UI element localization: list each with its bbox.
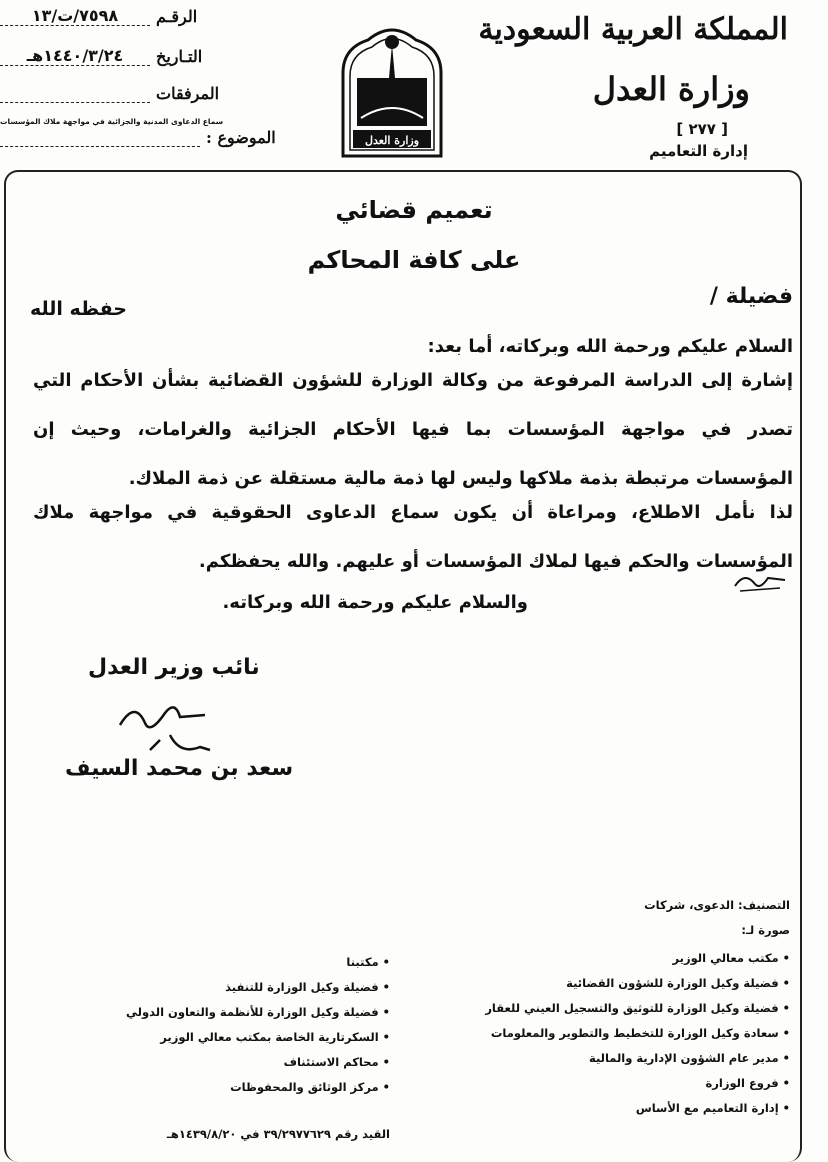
list-item: • مكتبنا [90,950,390,975]
date-label: التـاريخ [156,47,203,66]
circular-title: تعميم قضائي [335,196,493,224]
number-label: الرقـم [156,7,198,26]
list-item: • مدير عام الشؤون الإدارية والمالية [430,1046,790,1071]
list-item: • فروع الوزارة [430,1071,790,1096]
greeting: السلام عليكم ورحمة الله وبركاته، أما بعد: [427,336,793,357]
meta-date [0,46,202,66]
ministry-emblem [333,18,451,158]
list-item: • سعادة وكيل الوزارة للتخطيط والتطوير والمعلومات [430,1021,790,1046]
emblem-caption: وزارة العدل [364,134,420,147]
emblem-icon [333,18,451,158]
list-item: • فضيلة وكيل الوزارة للتوثيق والتسجيل العيني للعقار [430,996,790,1021]
circular-audience: على كافة المحاكم [307,246,521,274]
meta-number [0,6,197,26]
paragraph-2: لذا نأمل الاطلاع، ومراعاة أن يكون سماع الدعاوى الحقوقية في مواجهة ملاك المؤسسات والحكم فيها لملاك المؤسسات أو عليهم. والله يحفظكم. [33,502,793,572]
subject-line [0,128,200,147]
number-value: ٧٥٩٨/ت/١٣ [0,6,150,26]
attachments-value [0,84,150,103]
date-value: ١٤٤٠/٣/٢٤هـ [0,46,150,66]
subject-label: الموضوع : [206,128,276,147]
kingdom-name: المملكة العربية السعودية [478,12,788,47]
list-item: • فضيلة وكيل الوزارة للتنفيذ [90,975,390,1000]
department-name: إدارة التعاميم [649,142,748,160]
copies-right-list [430,946,790,1121]
list-item: • إدارة التعاميم مع الأساس [430,1096,790,1121]
list-item: • فضيلة وكيل الوزارة للأنظمة والتعاون الدولي [90,1000,390,1025]
copy-to-label: صورة لـ: [741,923,790,937]
signatory-title: نائب وزير العدل [88,655,260,680]
circular-number: [ ٢٧٧ ] [676,120,728,138]
list-item: • مركز الوثائق والمحفوظات [90,1075,390,1100]
meta-attachments [0,84,219,103]
meta-subject [0,128,276,147]
registry-number: القيد رقم ٣٩/٢٩٧٧٦٢٩ في ١٤٣٩/٨/٢٠هـ [166,1127,390,1141]
signature [110,695,220,760]
signatory-name: سعد بن محمد السيف [65,756,294,781]
list-item: • محاكم الاستئناف [90,1050,390,1075]
list-item: • السكرتارية الخاصة بمكتب معالي الوزير [90,1025,390,1050]
closing: والسلام عليكم ورحمة الله وبركاته. [222,592,528,613]
addressee-blessing: حفظه الله [30,298,127,320]
ministry-name: وزارة العدل [592,70,750,108]
list-item: • فضيلة وكيل الوزارة للشؤون القضائية [430,971,790,996]
list-item: • مكتب معالي الوزير [430,946,790,971]
copies-left-list [90,950,390,1100]
attachments-label: المرفقات [156,84,220,103]
classification: التصنيف: الدعوى، شركات [644,898,790,912]
initials-mark [730,566,790,596]
addressee: فضيلة / [709,284,793,309]
subject-value: سماع الدعاوى المدنية والجزائية في مواجهة ملاك المؤسسات [0,117,224,126]
paragraph-1: إشارة إلى الدراسة المرفوعة من وكالة الوزارة للشؤون القضائية بشأن الأحكام التي تصدر في مواجهة المؤسسات بما فيها الأحكام الجزائية والغرامات، وحيث إن المؤسسات مرتبطة بذمة ملاكها وليس لها ذمة مالية مستقلة عن ذمة الملاك. [33,370,793,489]
